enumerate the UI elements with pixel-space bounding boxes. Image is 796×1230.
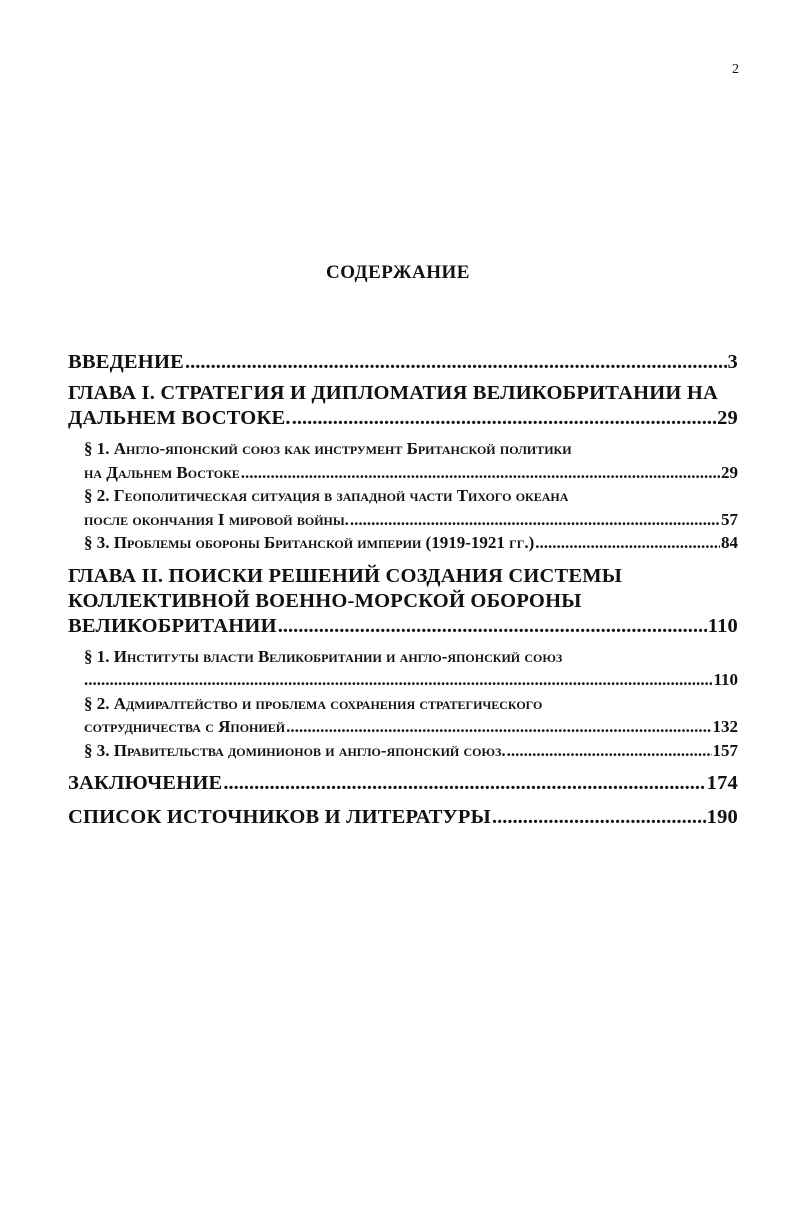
dot-leader xyxy=(292,406,716,431)
dot-leader xyxy=(84,668,712,692)
toc-section-2-2[interactable] xyxy=(84,692,738,739)
toc-page: 29 xyxy=(717,407,738,429)
dot-leader xyxy=(241,461,720,485)
toc-label: ГЛАВА II. ПОИСКИ РЕШЕНИЙ СОЗДАНИЯ СИСТЕМЫ xyxy=(68,564,623,587)
dot-leader xyxy=(492,805,706,830)
dot-leader xyxy=(507,739,712,763)
toc-entry-conclusion[interactable] xyxy=(68,771,738,796)
toc-section-1-3[interactable] xyxy=(84,531,738,555)
toc-entry-intro[interactable] xyxy=(68,350,738,375)
table-of-contents xyxy=(68,350,738,830)
toc-page: 57 xyxy=(721,509,738,529)
toc-section-2-1[interactable] xyxy=(84,645,738,692)
dot-leader xyxy=(350,508,720,532)
toc-label: Институты власти Великобритании и англо-японский союз xyxy=(113,646,563,666)
toc-label: ЗАКЛЮЧЕНИЕ xyxy=(68,772,223,794)
page-title: СОДЕРЖАНИЕ xyxy=(326,262,470,283)
dot-leader xyxy=(286,715,711,739)
toc-label: на Дальнем Востоке xyxy=(84,462,240,482)
toc-section-1-1[interactable] xyxy=(84,437,738,484)
toc-label: Проблемы обороны Британской империи (1919-1921 гг.) xyxy=(113,533,535,552)
toc-entry-chapter2[interactable] xyxy=(68,564,738,639)
toc-entry-chapter1[interactable] xyxy=(68,381,738,431)
dot-leader xyxy=(223,771,705,796)
toc-label: Правительства доминионов и англо-японский союз. xyxy=(113,740,506,760)
toc-label: ВВЕДЕНИЕ xyxy=(68,351,184,373)
toc-label: ВЕЛИКОБРИТАНИИ xyxy=(68,614,277,637)
section-number: § 2. xyxy=(84,486,110,505)
toc-page: 157 xyxy=(712,740,738,760)
toc-page: 29 xyxy=(721,462,738,482)
page-number: 2 xyxy=(732,62,739,77)
toc-label: ГЛАВА I. СТРАТЕГИЯ И ДИПЛОМАТИЯ ВЕЛИКОБРИТАНИИ НА xyxy=(68,382,718,404)
toc-page: 3 xyxy=(727,351,738,373)
toc-page: 190 xyxy=(706,806,738,828)
section-number: § 1. xyxy=(84,646,110,666)
section-number: § 2. xyxy=(84,693,110,713)
dot-leader xyxy=(535,531,720,555)
toc-page: 84 xyxy=(721,533,738,552)
toc-label: после окончания I мировой войны. xyxy=(84,509,349,529)
toc-label: Англо-японский союз как инструмент Британской политики xyxy=(113,439,572,458)
toc-page: 174 xyxy=(706,772,738,794)
section-number: § 1. xyxy=(84,439,110,458)
toc-page: 110 xyxy=(707,614,738,637)
toc-label: ДАЛЬНЕМ ВОСТОКЕ. xyxy=(68,407,291,429)
dot-leader xyxy=(278,614,707,639)
toc-label: Геополитическая ситуация в западной части Тихого океана xyxy=(113,486,569,505)
toc-label: сотрудничества с Японией xyxy=(84,717,286,736)
toc-page: 110 xyxy=(713,670,738,689)
section-number: § 3. xyxy=(84,740,110,760)
dot-leader xyxy=(185,350,727,375)
toc-entry-sources[interactable] xyxy=(68,805,738,830)
section-number: § 3. xyxy=(84,533,110,552)
toc-page: 132 xyxy=(712,717,738,736)
toc-label: Адмиралтейство и проблема сохранения стратегического xyxy=(113,693,543,713)
toc-label: КОЛЛЕКТИВНОЙ ВОЕННО-МОРСКОЙ ОБОРОНЫ xyxy=(68,589,582,612)
toc-section-2-3[interactable] xyxy=(84,739,738,763)
toc-label: СПИСОК ИСТОЧНИКОВ И ЛИТЕРАТУРЫ xyxy=(68,806,491,828)
toc-section-1-2[interactable] xyxy=(84,484,738,531)
